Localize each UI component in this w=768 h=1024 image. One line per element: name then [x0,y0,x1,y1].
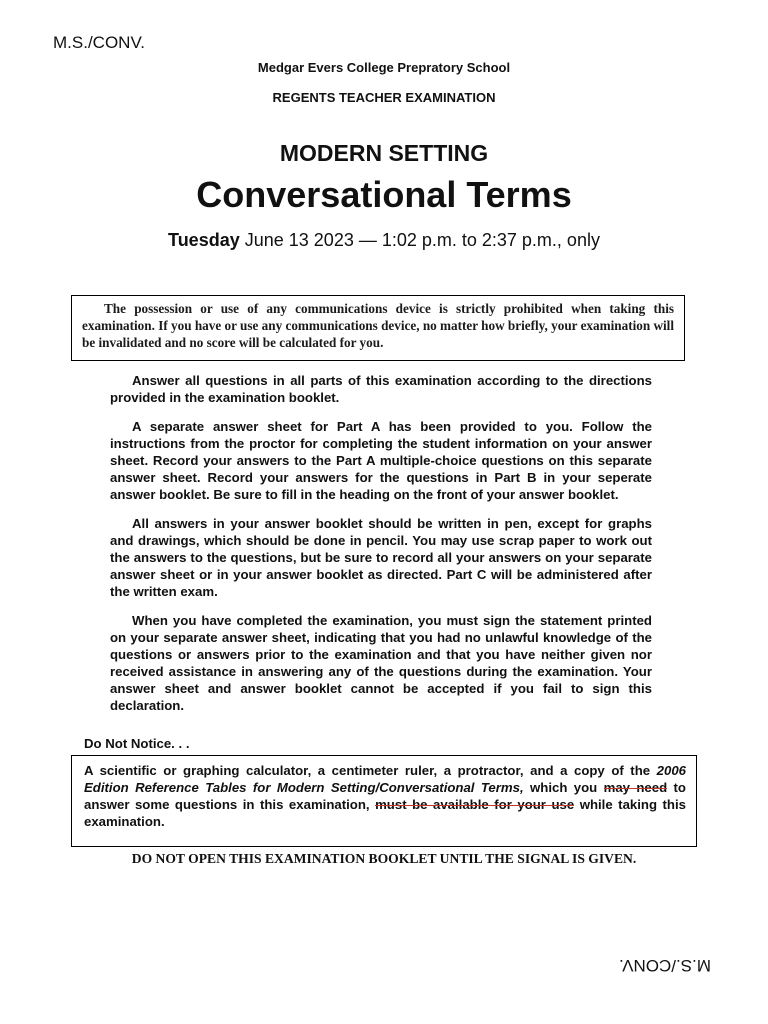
materials-notice-text [84,762,686,830]
instruction-paragraph: Answer all questions in all parts of this examination according to the directions provided in the examination booklet. [110,373,652,405]
instructions [110,372,652,726]
materials-text-part: A scientific or graphing calculator, a centimeter ruler, a protractor, and a copy of the [84,763,657,778]
materials-text-part: which you [523,780,604,795]
exam-date-time: June 13 2023 — 1:02 p.m. to 2:37 p.m., only [239,230,600,250]
exam-day: Tuesday [168,230,240,250]
materials-text-part: to answer some questions in this examination, [84,780,686,812]
school-name: Medgar Evers College Prepratory School [257,60,511,75]
device-notice-box [71,295,685,361]
exam-code-top: M.S./CONV. [53,33,145,52]
materials-notice-box [71,755,697,847]
instruction-paragraph: A separate answer sheet for Part A has been provided to you. Follow the instructions from the proctor for completing the student information on your answer sheet. Record your answers to the Part A multiple-choice questions on this separate answer sheet. Record your answers for the questions in Part B in your seperate answer booklet. Be sure to fill in the heading on the front of your answer booklet. [110,419,652,502]
instruction-paragraph: When you have completed the examination, you must sign the statement printed on your separate answer sheet, indicating that you had no unlawful knowledge of the questions or answers prior to the examination and that you have neither given nor received assistance in answering any of the questions during the examination. Your answer sheet and answer booklet cannot be accepted if you fail to sign this declaration. [110,613,652,713]
do-not-open-warning: DO NOT OPEN THIS EXAMINATION BOOKLET UNTIL THE SIGNAL IS GIVEN. [131,851,637,866]
exam-code-bottom-inverted: M.S./CONV. [619,956,711,975]
exam-date [0,230,768,251]
do-not-notice-label: Do Not Notice. . . [84,736,190,751]
subject-heading: MODERN SETTING [279,140,489,166]
exam-type: REGENTS TEACHER EXAMINATION [272,90,496,105]
materials-text-part: while taking this examination. [84,797,686,829]
instruction-paragraph: All answers in your answer booklet should be written in pen, except for graphs and drawings, which should be done in pencil. You may use scrap paper to work out the answers to the questions, but be sure to record all your answers on your separate answer sheet or in your answer booklet as directed. Part C will be administered after the written exam. [110,516,652,599]
struck-text: may need [603,780,668,795]
struck-text: must be available for your use [375,797,575,812]
reference-tables-title: 2006 Edition Reference Tables for Modern Setting/Conversational Terms, [84,763,686,795]
device-notice-text: The possession or use of any communications device is strictly prohibited when taking this examination. If you have or use any communications device, no matter how briefly, your examination will be invalidated and no score will be calculated for you. [82,301,674,350]
page-title: Conversational Terms [196,174,572,215]
